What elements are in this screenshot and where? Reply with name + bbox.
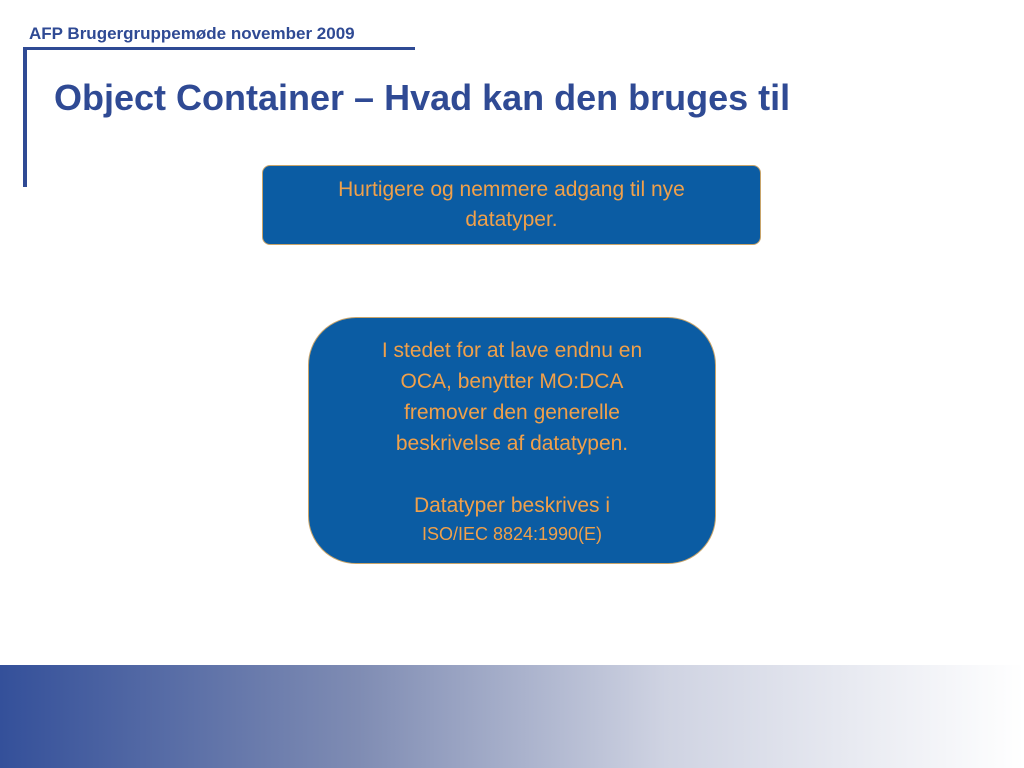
- callout-bottom-line: fremover den generelle: [404, 400, 620, 424]
- side-accent-bar: [23, 47, 27, 187]
- footer-gradient-band: [0, 665, 1024, 768]
- callout-bottom-reference: ISO/IEC 8824:1990(E): [421, 523, 603, 544]
- presentation-header: AFP Brugergruppemøde november 2009: [29, 24, 355, 43]
- callout-box-bottom: [308, 317, 716, 564]
- slide-title: Object Container – Hvad kan den bruges til: [54, 77, 791, 118]
- callout-bottom-line: I stedet for at lave endnu en: [381, 338, 643, 362]
- callout-bottom-second-paragraph: Datatyper beskrives i: [413, 493, 611, 517]
- callout-bottom-line: OCA, benytter MO:DCA: [400, 369, 624, 393]
- callout-box-top: [262, 165, 761, 245]
- callout-bottom-line: beskrivelse af datatypen.: [395, 431, 629, 455]
- callout-top-text: Hurtigere og nemmere adgang til nye datatyper.: [338, 178, 685, 231]
- header-underline: [24, 47, 415, 50]
